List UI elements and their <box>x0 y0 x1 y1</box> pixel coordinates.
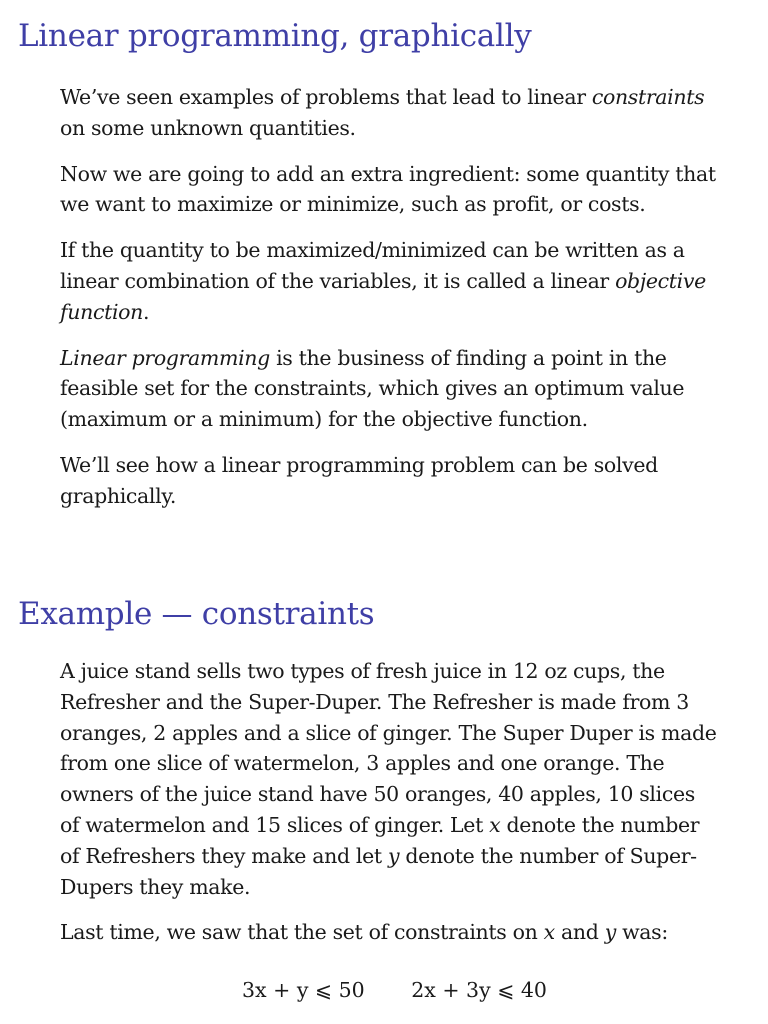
paragraph-extra-ingredient: Now we are going to add an extra ingredient: some quantity that we want to maximize or minimize, such as profit, or costs. <box>60 161 716 217</box>
emphasis-objective-function: objective function <box>60 268 706 324</box>
slide-title: Linear programming, graphically <box>18 18 532 54</box>
slide-title: Example — constraints <box>18 596 375 632</box>
constraint-apples: 2x + 3y ⩽ 40 <box>411 978 547 1002</box>
text-run: was: <box>615 920 668 945</box>
text-run: and <box>554 920 605 945</box>
paragraph-objective-function <box>60 235 720 327</box>
paragraph-constraints-recap <box>60 917 720 948</box>
slide-body <box>60 656 720 963</box>
paragraph-linear-programming-definition <box>60 343 720 435</box>
slide-body <box>60 82 720 527</box>
variable-y: y <box>604 920 616 945</box>
emphasis-constraints: constraints <box>591 85 705 109</box>
variable-y: y <box>387 843 400 868</box>
variable-x: x <box>489 812 501 837</box>
text-run: Last time, we saw that the set of constraints on <box>60 920 544 945</box>
paragraph-solved-graphically: We’ll see how a linear programming problem can be solved graphically. <box>60 452 658 508</box>
text-run: denote the number of Super-Dupers they make. <box>60 843 697 899</box>
constraint-oranges: 3x + y ⩽ 50 <box>242 978 365 1002</box>
text-run: If the quantity to be maximized/minimized can be written as a linear combination of the variables, it is called a linear <box>60 238 685 293</box>
text-run: on some unknown quantities. <box>60 115 356 140</box>
paragraph-juice-stand-problem <box>60 656 720 902</box>
paragraph-constraints-intro <box>60 82 720 144</box>
constraint-equations <box>242 978 547 1002</box>
text-run: is the business of finding a point in the feasible set for the constraints, which gives an optimum value (maximum or a minimum) for the objective function. <box>60 345 685 432</box>
emphasis-linear-programming: Linear programming <box>60 345 270 370</box>
text-run: . <box>143 299 150 324</box>
variable-x: x <box>543 920 555 945</box>
text-run: We’ve seen examples of problems that lead to linear <box>60 85 592 109</box>
text-run: denote the number of Refreshers they make and let <box>60 812 700 868</box>
text-run: A juice stand sells two types of fresh juice in 12 oz cups, the Refresher and the Super-Duper. The Refresher is made from 3 oranges, 2 apples and a slice of ginger. The Super Duper is made from one slice of watermelon, 3 apples and one orange. The owners of the juice stand have 50 oranges, 40 apples, 10 slices of watermelon and 15 slices of ginger. Let <box>60 659 717 837</box>
